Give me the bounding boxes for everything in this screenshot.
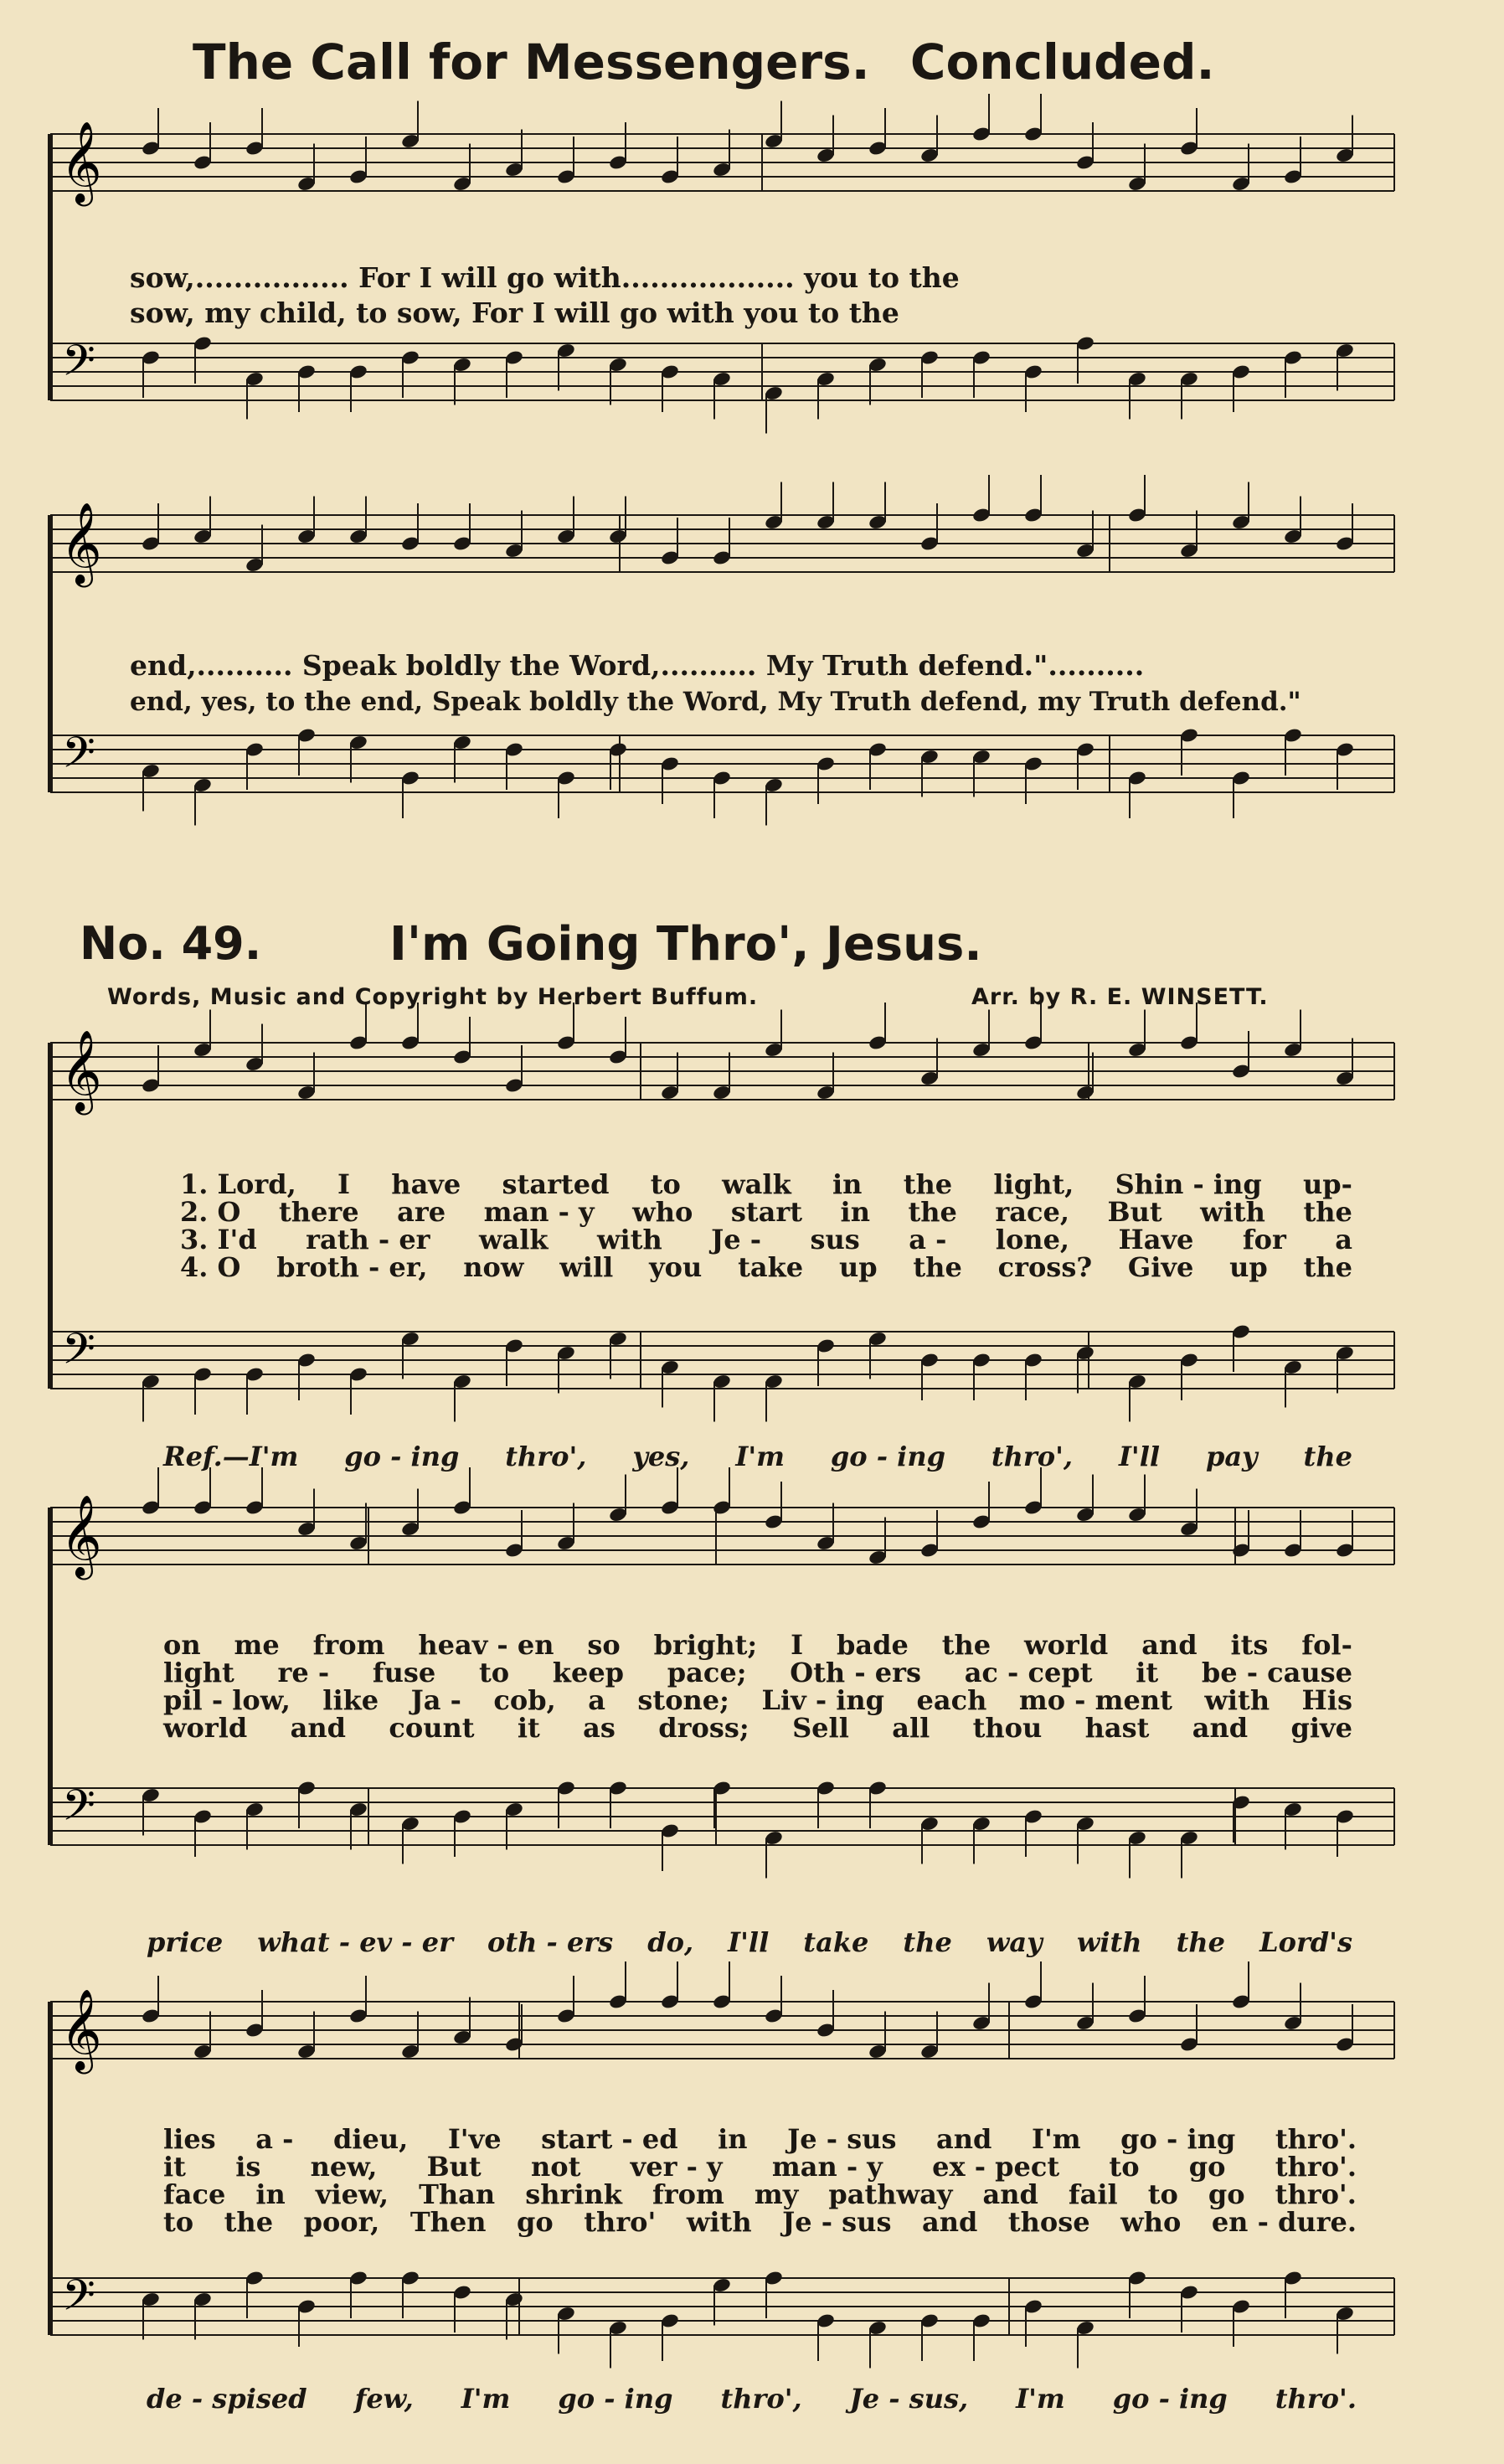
lyric-word: the [913, 1251, 962, 1283]
lyric-word: to [478, 1657, 510, 1688]
lyric-word: rath - er [306, 1224, 430, 1255]
lyric-word: count [389, 1712, 475, 1744]
lyric-word: walk [478, 1224, 549, 1255]
refrain-word: I'm [735, 1441, 785, 1472]
lyric-word: in [840, 1196, 870, 1228]
refrain-word: price [147, 1926, 224, 1958]
lyric-word: lies [163, 2123, 216, 2155]
lyric-word: dieu, [332, 2123, 409, 2155]
lyric-word: and [982, 2178, 1038, 2210]
lyric-word: dross; [658, 1712, 749, 1744]
lyric-word: fol- [1301, 1629, 1352, 1661]
lyric-word: 4. O [180, 1251, 241, 1283]
lyric-word: 3. I'd [180, 1224, 257, 1255]
lyric-word: a - [255, 2123, 294, 2155]
lyric-word: a - [909, 1224, 947, 1255]
lyric-word: are [397, 1196, 446, 1228]
lyric-word: go [1208, 2178, 1245, 2210]
lyric-word: a [1335, 1224, 1352, 1255]
top-title-text: The Call for Messengers. [193, 34, 870, 90]
lyric-word: man - y [483, 1196, 595, 1228]
lyric-word: lone, [995, 1224, 1070, 1255]
lyric-word: walk [722, 1168, 791, 1200]
refrain-word: what - ev - er [257, 1926, 453, 1958]
lyric-word: not [530, 2151, 581, 2183]
hymn-system1-verse-4-line [180, 1251, 1352, 1283]
lyric-word: But [1107, 1196, 1162, 1228]
lyric-word: go - ing [1120, 2123, 1236, 2155]
credits-left: Words, Music and Copyright by Herbert Buffum. [107, 984, 759, 1010]
lyric-word: it [163, 2151, 186, 2183]
lyric-word: and [936, 2123, 992, 2155]
refrain-word: go - ing [344, 1441, 460, 1472]
refrain-word: thro', [991, 1441, 1074, 1472]
lyric-word: But [426, 2151, 482, 2183]
lyric-word: ver - y [630, 2151, 723, 2183]
refrain-word: yes, [632, 1441, 690, 1472]
refrain-word: Je - sus, [849, 2383, 969, 2415]
lyric-word: I've [447, 2123, 502, 2155]
lyric-word: those [1007, 2206, 1090, 2238]
hymn-system2-refrain-line [147, 1926, 1352, 1958]
refrain-word: I'll [728, 1926, 770, 1958]
lyric-word: and [921, 2206, 978, 2238]
lyric-word: so [587, 1629, 621, 1661]
lyric-word: for [1242, 1224, 1286, 1255]
lyric-word: Shin - ing [1115, 1168, 1262, 1200]
section1-system1-lyric-line1: sow,................ For I will go with.................. you to the [130, 261, 960, 294]
lyric-word: who [632, 1196, 693, 1228]
lyric-word: and [1192, 1712, 1249, 1744]
lyric-word: Give [1127, 1251, 1194, 1283]
lyric-word: Je - [711, 1224, 762, 1255]
lyric-word: it [517, 1712, 540, 1744]
treble-clef-icon: 𝄞 [60, 1494, 102, 1576]
lyric-word: world [1024, 1629, 1109, 1661]
lyric-word: Je - sus [787, 2123, 897, 2155]
lyric-word: I [791, 1629, 804, 1661]
lyric-word: I'm [1031, 2123, 1081, 2155]
refrain-word: go - ing [830, 1441, 945, 1472]
lyric-word: in [718, 2123, 748, 2155]
treble-clef-icon: 𝄞 [60, 121, 102, 203]
lyric-word: with [1200, 1196, 1265, 1228]
top-song-title [193, 34, 1215, 90]
lyric-word: is [235, 2151, 261, 2183]
bass-clef-icon: 𝄢 [62, 727, 95, 788]
lyric-word: poor, [303, 2206, 380, 2238]
lyric-word: up- [1303, 1168, 1352, 1200]
hymn-system2-verse-4-line [163, 1712, 1352, 1744]
lyric-word: now [463, 1251, 524, 1283]
treble-clef-icon: 𝄞 [60, 1988, 102, 2070]
section1-system2-lyric-line2: end, yes, to the end, Speak boldly the Word, My Truth defend, my Truth defend." [130, 687, 1301, 717]
lyric-word: stone; [637, 1684, 729, 1716]
lyric-word: bade [836, 1629, 909, 1661]
lyric-word: from [652, 2178, 724, 2210]
lyric-word: you [649, 1251, 703, 1283]
lyric-word: fuse [372, 1657, 436, 1688]
lyric-word: the [1303, 1196, 1352, 1228]
lyric-word: the [903, 1168, 953, 1200]
credits-right: Arr. by R. E. WINSETT. [971, 984, 1269, 1010]
lyric-word: me [234, 1629, 280, 1661]
bass-clef-icon: 𝄢 [62, 1323, 95, 1384]
bass-clef-icon: 𝄢 [62, 1780, 95, 1841]
lyric-word: Have [1118, 1224, 1194, 1255]
refrain-word: I'll [1118, 1441, 1161, 1472]
treble-clef-icon: 𝄞 [60, 502, 102, 584]
bass-clef-icon: 𝄢 [62, 2270, 95, 2331]
lyric-word: Ja - [410, 1684, 461, 1716]
refrain-word: take [803, 1926, 869, 1958]
treble-clef-icon: 𝄞 [60, 1029, 102, 1111]
lyric-word: broth - er, [276, 1251, 428, 1283]
lyric-word: with [596, 1224, 662, 1255]
refrain-word: thro', [505, 1441, 587, 1472]
lyric-word: pathway [828, 2178, 953, 2210]
lyric-word: bright; [653, 1629, 758, 1661]
lyric-word: race, [995, 1196, 1069, 1228]
refrain-word: the [903, 1926, 952, 1958]
lyric-word: fail [1068, 2178, 1118, 2210]
lyric-word: my [754, 2178, 799, 2210]
lyric-word: the [941, 1629, 992, 1661]
lyric-word: there [278, 1196, 359, 1228]
lyric-word: give [1290, 1712, 1352, 1744]
lyric-word: face [163, 2178, 226, 2210]
lyric-word: keep [552, 1657, 625, 1688]
section1-system2-lyric-line1: end,.......... Speak boldly the Word,.......... My Truth defend.".......... [130, 649, 1145, 682]
lyric-word: on [163, 1629, 201, 1661]
lyric-word: and [1141, 1629, 1198, 1661]
lyric-word: the [1303, 1251, 1352, 1283]
hymn-system1-refrain-line [163, 1441, 1352, 1472]
lyric-word: I [337, 1168, 351, 1200]
lyric-word: 2. O [180, 1196, 241, 1228]
hymn-title: I'm Going Thro', Jesus. [389, 917, 982, 972]
lyric-word: start - ed [541, 2123, 678, 2155]
refrain-word: I'm [461, 2383, 511, 2415]
bass-clef-icon: 𝄢 [62, 335, 95, 396]
lyric-word: to [1147, 2178, 1178, 2210]
hymn-system3-refrain-line [147, 2383, 1357, 2415]
refrain-word: Ref.—I'm [163, 1441, 299, 1472]
lyric-word: His [1301, 1684, 1352, 1716]
lyric-word: the [908, 1196, 957, 1228]
lyric-word: man - y [771, 2151, 883, 2183]
refrain-word: thro', [720, 2383, 802, 2415]
lyric-word: and [290, 1712, 347, 1744]
lyric-word: sus [810, 1224, 860, 1255]
lyric-word: each [916, 1684, 987, 1716]
lyric-word: its [1230, 1629, 1269, 1661]
lyric-word: take [738, 1251, 804, 1283]
lyric-word: thou [972, 1712, 1043, 1744]
lyric-word: a [588, 1684, 605, 1716]
lyric-word: ac - cept [964, 1657, 1093, 1688]
lyric-word: who [1120, 2206, 1182, 2238]
lyric-word: re - [277, 1657, 330, 1688]
lyric-word: view, [315, 2178, 389, 2210]
lyric-word: with [1204, 1684, 1270, 1716]
refrain-word: do, [647, 1926, 694, 1958]
lyric-word: as [583, 1712, 616, 1744]
lyric-word: up [1229, 1251, 1268, 1283]
lyric-word: will [559, 1251, 614, 1283]
lyric-word: Then [409, 2206, 487, 2238]
lyric-word: from [312, 1629, 385, 1661]
lyric-word: like [322, 1684, 379, 1716]
lyric-word: Than [419, 2178, 496, 2210]
lyric-word: in [255, 2178, 286, 2210]
lyric-word: it [1136, 1657, 1159, 1688]
refrain-word: the [1303, 1441, 1352, 1472]
refrain-word: I'm [1016, 2383, 1065, 2415]
lyric-word: mo - ment [1018, 1684, 1172, 1716]
section1-system1-lyric-line2: sow, my child, to sow, For I will go with you to the [130, 296, 899, 329]
lyric-word: heav - en [418, 1629, 554, 1661]
refrain-word: Lord's [1259, 1926, 1352, 1958]
lyric-word: ex - pect [932, 2151, 1060, 2183]
refrain-word: de - spised [147, 2383, 307, 2415]
refrain-word: with [1076, 1926, 1142, 1958]
lyric-word: Sell [792, 1712, 849, 1744]
lyric-word: Liv - ing [761, 1684, 885, 1716]
lyric-word: light [163, 1657, 234, 1688]
lyric-word: go [1188, 2151, 1226, 2183]
lyric-word: world [163, 1712, 248, 1744]
lyric-word: thro' [584, 2206, 657, 2238]
lyric-word: be - cause [1201, 1657, 1352, 1688]
lyric-word: hast [1084, 1712, 1150, 1744]
refrain-word: thro'. [1275, 2383, 1357, 2415]
lyric-word: Je - sus [782, 2206, 892, 2238]
lyric-word: light, [993, 1168, 1074, 1200]
hymn-system3-verse-4-line [163, 2206, 1357, 2238]
refrain-word: go - ing [558, 2383, 673, 2415]
lyric-word: cob, [493, 1684, 556, 1716]
lyric-word: have [391, 1168, 461, 1200]
lyric-word: go [517, 2206, 554, 2238]
lyric-word: to [650, 1168, 681, 1200]
lyric-word: in [832, 1168, 863, 1200]
refrain-word: pay [1205, 1441, 1258, 1472]
lyric-word: Oth - ers [790, 1657, 921, 1688]
top-title-suffix: Concluded. [909, 34, 1215, 90]
lyric-word: thro'. [1275, 2123, 1357, 2155]
hymn-number: No. 49. [80, 917, 262, 970]
lyric-word: started [502, 1168, 610, 1200]
lyric-word: shrink [525, 2178, 622, 2210]
lyric-word: to [163, 2206, 194, 2238]
lyric-word: the [224, 2206, 274, 2238]
lyric-word: pace; [667, 1657, 747, 1688]
lyric-word: thro'. [1275, 2151, 1357, 2183]
lyric-word: 1. Lord, [180, 1168, 296, 1200]
lyric-word: all [892, 1712, 930, 1744]
lyric-word: cross? [997, 1251, 1093, 1283]
lyric-word: thro'. [1275, 2178, 1357, 2210]
lyric-word: new, [310, 2151, 378, 2183]
lyric-word: up [838, 1251, 878, 1283]
lyric-word: to [1109, 2151, 1140, 2183]
lyric-word: start [730, 1196, 802, 1228]
refrain-word: oth - ers [487, 1926, 614, 1958]
refrain-word: the [1176, 1926, 1226, 1958]
lyric-word: pil - low, [163, 1684, 291, 1716]
refrain-word: few, [354, 2383, 414, 2415]
lyric-word: en - dure. [1211, 2206, 1357, 2238]
refrain-word: go - ing [1112, 2383, 1228, 2415]
refrain-word: way [986, 1926, 1043, 1958]
lyric-word: with [686, 2206, 752, 2238]
